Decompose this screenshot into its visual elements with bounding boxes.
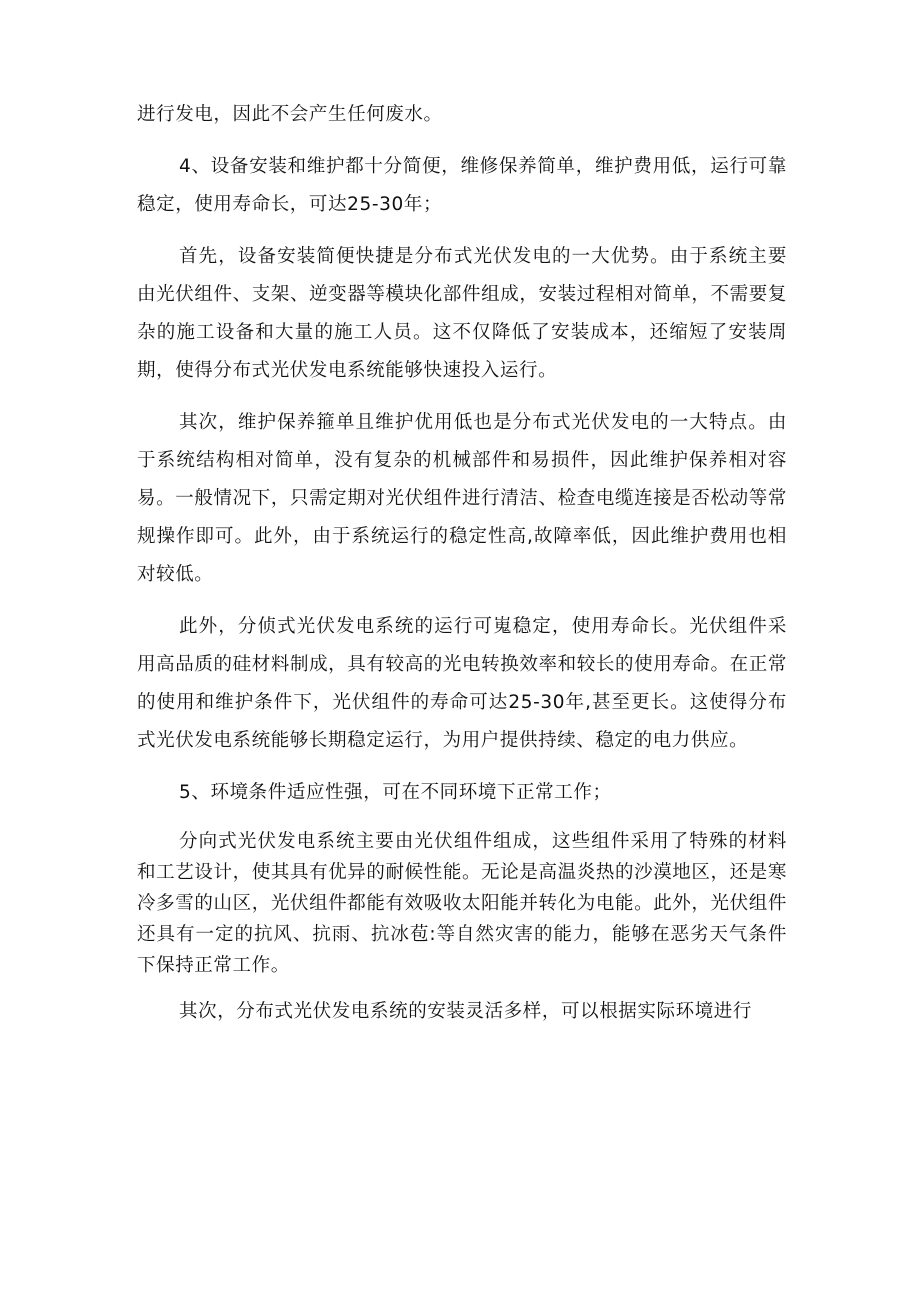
paragraph-2: 4、设备安装和维护都十分简便，维修保养简单，维护费用低，运行可靠稳定，使用寿命长，可达25-30年； — [137, 156, 787, 215]
paragraph-6: 5、环境条件适应性强，可在不同环境下正常工作； — [179, 782, 612, 803]
document-body — [137, 96, 787, 1031]
paragraph-8: 其次，分布式光伏发电系统的安装灵活多样，可以根据实际环境进行 — [179, 1001, 753, 1022]
paragraph-4: 其次，维护保养箍单且维护优用低也是分布式光伏发电的一大特点。由于系统结构相对简单，没有复杂的机械部件和易损件，因此维护保养相对容易。一般情况下，只需定期对光伏组件进行清洁、检查电缆连接是否松动等常规操作即可。此外，由于系统运行的稳定性高,故障率低，因此维护费用也相对较低。 — [137, 412, 787, 585]
paragraph-7: 分向式光伏发电系统主要由光伏组件组成，这些组件采用了特殊的材料和工艺设计，使其具有优异的耐候性能。无论是高温炎热的沙漠地区，还是寒冷多雪的山区，光伏组件都能有效吸收太阳能并转化为电能。此外，光伏组件还具有一定的抗风、抗雨、抗冰苞:等自然灾害的能力，能够在恶劣天气条件下保持正常工作。 — [137, 831, 787, 976]
paragraph-3: 首先，设备安装简便快捷是分布式光伏发电的一大优势。由于系统主要由光伏组件、支架、逆变器等模块化部件组成，安装过程相对简单，不需要复杂的施工设备和大量的施工人员。这不仅降低了安装成本，还缩短了安装周期，使得分布式光伏发电系统能够快速投入运行。 — [137, 246, 787, 381]
paragraph-1: 进行发电，因此不会产生任何废水。 — [137, 104, 443, 125]
paragraph-5: 此外，分侦式光伏发电系统的运行可嵬稳定，使用寿命长。光伏组件采用高品质的硅材料制成，具有较高的光电转换效率和较长的使用寿命。在正常的使用和维护条件下，光伏组件的寿命可达25-30年,甚至更长。这使得分布式光伏发电系统能够长期稳定运行，为用户提供持续、稳定的电力供应。 — [137, 616, 787, 751]
